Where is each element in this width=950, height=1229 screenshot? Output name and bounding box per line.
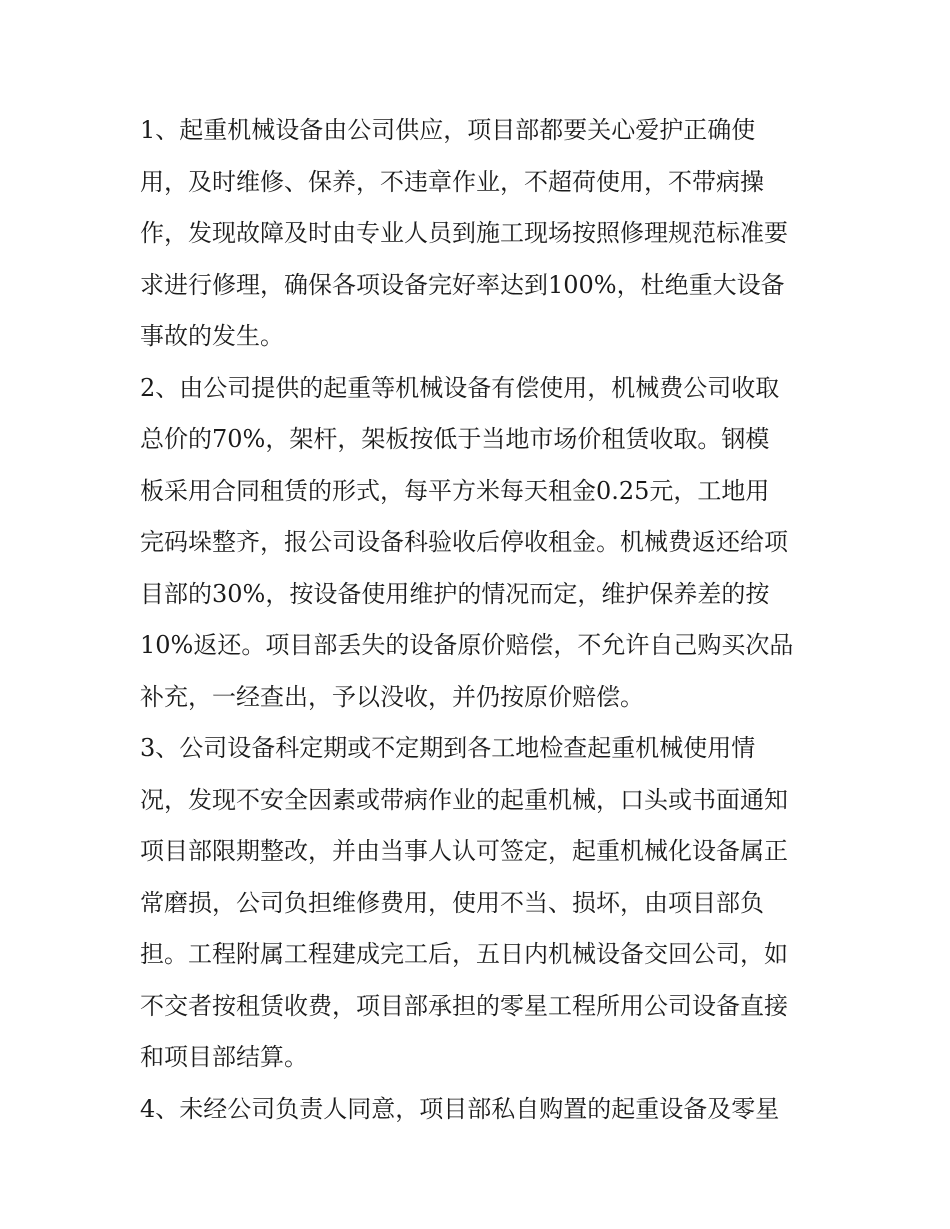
text-line: 总价的70%，架杆，架板按低于当地市场价租赁收取。钢模 [140,425,770,453]
text-line: 1、起重机械设备由公司供应，项目部都要关心爱护正确使 [140,116,756,144]
text-line: 补充，一经查出，予以没收，并仍按原价赔偿。 [140,682,644,711]
text-line: 用，及时维修、保养，不违章作业，不超荷使用，不带病操 [140,167,764,196]
body-text [140,108,820,1138]
text-line: 和项目部结算。 [140,1043,308,1071]
text-line: 目部的30%，按设备使用维护的情况而定，维护保养差的按 [140,579,770,608]
text-line: 常磨损，公司负担维修费用，使用不当、损坏，由项目部负 [140,888,764,917]
text-line: 2、由公司提供的起重等机械设备有偿使用，机械费公司收取 [140,373,780,402]
text-line: 担。工程附属工程建成完工后，五日内机械设备交回公司，如 [140,940,788,968]
text-line: 3、公司设备科定期或不定期到各工地检查起重机械使用情 [140,734,756,762]
text-line: 4、未经公司负责人同意，项目部私自购置的起重设备及零星 [140,1094,780,1123]
text-line: 项目部限期整改，并由当事人认可签定，起重机械化设备属正 [140,837,788,865]
text-line: 10%返还。项目部丢失的设备原价赔偿，不允许自己购买次品 [140,631,794,659]
text-line: 况，发现不安全因素或带病作业的起重机械，口头或书面通知 [140,785,788,814]
text-line: 求进行修理，确保各项设备完好率达到100%，杜绝重大设备 [140,270,785,299]
text-line: 不交者按租赁收费，项目部承担的零星工程所用公司设备直接 [140,991,788,1020]
text-line: 完码垛整齐，报公司设备科验收后停收租金。机械费返还给项 [140,528,788,556]
text-line: 板采用合同租赁的形式，每平方米每天租金0.25元，工地用 [140,476,770,505]
text-line: 作，发现故障及时由专业人员到施工现场按照修理规范标准要 [140,219,788,247]
text-line: 事故的发生。 [140,322,284,350]
